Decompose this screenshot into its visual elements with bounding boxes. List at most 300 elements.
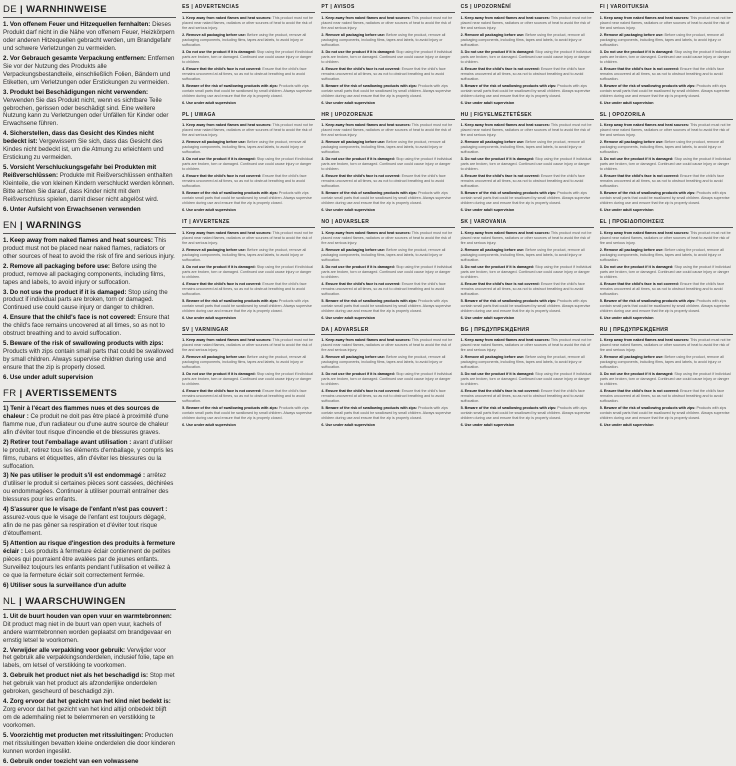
- warning-item-text: Products with zips contain small parts that could be swallowed by small children. Always supervise children during use and ensure that the zip is properly closed.: [182, 406, 312, 421]
- warning-item-text: This product must not be placed near naked flames, radiators or other sources of heat to avoid the risk of fire and serious injury.: [321, 230, 453, 245]
- warning-item: [182, 231, 315, 246]
- section-title: IT | AVVERTENZE: [182, 219, 315, 228]
- warning-item: [600, 208, 733, 213]
- section-title: EL | ΠΡΟΕΙΔΟΠΟΙΗΣΕΙΣ: [600, 219, 733, 228]
- warning-item: [600, 84, 733, 99]
- warning-item-text: Before using the product, remove all packaging components, including films, tapes and labels, to avoid injury or suffocation.: [321, 140, 446, 155]
- warning-item-text: Products with zips contain small parts that could be swallowed by small children. Always supervise children during use and ensure that the zip is properly closed.: [321, 191, 452, 206]
- warning-item-text: Les produits à fermeture éclair contiennent de petites pièces qui pourraient être avalées par de jeunes enfants. Surveillez toujours les enfants pendant l'utilisation et veillez à ce que la fermeture éclair soit correctement fermée.: [3, 547, 171, 579]
- warning-item: [600, 248, 733, 263]
- warning-item-text: Stop using the product if individual parts are broken, torn or damaged. Continued use could cause injury or danger to children.: [599, 49, 731, 64]
- warning-item-text: Products with zips contain small parts that could be swallowed by small children. Always supervise children during use and ensure that the zip is properly closed.: [321, 406, 452, 421]
- warning-item-heading: 1. Keep away from naked flames and heat sources:: [599, 230, 690, 235]
- warning-item: [461, 67, 594, 82]
- warning-item-heading: 3. Do not use the product if it is damaged:: [321, 264, 395, 269]
- warning-item: [182, 208, 315, 213]
- warning-item-heading: 6. Use under adult supervision: [460, 100, 515, 105]
- warning-item: [3, 540, 176, 580]
- warning-item: [182, 299, 315, 314]
- warning-item-heading: 2. Remove all packaging before use:: [460, 32, 525, 37]
- warning-item: [461, 355, 594, 370]
- warning-item: [461, 33, 594, 48]
- warning-item: [321, 191, 454, 206]
- warning-item-text: Before using the product, remove all packaging components, including films, tapes and labels, to avoid injury or suffocation.: [460, 140, 585, 155]
- warning-item-text: Ensure that the child's face remains uncovered at all times, so as not to obstruct breathing and to avoid suffocation.: [599, 174, 725, 189]
- warning-item: [461, 123, 594, 138]
- warning-item: [182, 33, 315, 48]
- warning-item-text: Stop using the product if individual parts are broken, torn or damaged. Continued use could cause injury or danger to children.: [182, 372, 313, 387]
- warning-item: [600, 265, 733, 280]
- section-title: FR | AVERTISSEMENTS: [3, 388, 176, 402]
- warning-item: [600, 33, 733, 48]
- warning-item-text: This product must not be placed near naked flames, radiators or other sources of heat to avoid the risk of fire and serious injury.: [3, 236, 175, 260]
- main-language-column: [3, 4, 176, 765]
- warning-item: [3, 582, 176, 590]
- section-title: FI | VAROITUKSIA: [600, 4, 733, 13]
- warning-item-text: Producten met ritssluitingen bevatten kleine onderdelen die door kinderen kunnen worden ingeslikt.: [3, 731, 175, 755]
- warning-item-heading: 6. Unter Aufsicht von Erwachsenen verwenden: [3, 205, 141, 213]
- warning-item: [600, 140, 733, 155]
- warning-item-heading: 4. Ensure that the child's face is not covered:: [460, 66, 540, 71]
- warning-item: [182, 248, 315, 263]
- warning-item-heading: 4. Ensure that the child's face is not covered:: [182, 66, 262, 71]
- warning-item: [3, 89, 176, 129]
- warning-item-heading: 4. Ensure that the child's face is not covered:: [182, 281, 262, 286]
- warning-item-text: Products with zips contain small parts that could be swallowed by small children. Always supervise children during use and ensure that the zip is properly closed.: [599, 83, 730, 98]
- warning-item: [3, 439, 176, 471]
- warning-item-heading: 2. Remove all packaging before use:: [182, 140, 246, 145]
- warning-item: [182, 406, 315, 421]
- warning-item-text: Stop using the product if individual parts are broken, torn or damaged. Continued use could cause injury or danger to children.: [3, 288, 168, 312]
- warning-item-heading: 1. Keep away from naked flames and heat sources:: [460, 230, 550, 235]
- warning-item-text: This product must not be placed near naked flames, radiators or other sources of heat to avoid the risk of fire and serious injury.: [182, 338, 314, 353]
- warning-item-heading: 2. Remove all packaging before use:: [599, 32, 664, 37]
- warning-item: [461, 299, 594, 314]
- warning-item: [600, 338, 733, 353]
- section-title: BG | ПРЕДУПРЕЖДЕНИЯ: [461, 327, 594, 336]
- warning-item-text: Entfernen Sie vor der Nutzung des Produkts alle Verpackungsbestandteile, einschließlich Folien, Bändern und Etiketten, um Verletzungen oder Erstickungen zu vermeiden.: [3, 54, 175, 86]
- warning-item: [461, 406, 594, 421]
- warning-item-heading: 5. Beware of the risk of swallowing products with zips:: [321, 406, 418, 411]
- warning-item: [3, 263, 176, 287]
- warning-item-heading: 2. Remove all packaging before use:: [460, 355, 525, 360]
- warning-item-heading: 3. Do not use the product if it is damaged:: [321, 49, 395, 54]
- warning-item-heading: 1. Keep away from naked flames and heat sources:: [460, 15, 550, 20]
- warning-item-text: Ensure that the child's face remains uncovered at all times, so as not to obstruct breathing and to avoid suffocation.: [460, 389, 585, 404]
- warning-item: [321, 406, 454, 421]
- warning-section: [3, 220, 176, 382]
- warning-item-text: Ensure that the child's face remains uncovered at all times, so as not to obstruct breathing and to avoid suffocation.: [182, 174, 307, 189]
- warning-item-heading: 1. Keep away from naked flames and heat sources:: [3, 236, 153, 244]
- warning-item-heading: 2. Remove all packaging before use:: [599, 355, 664, 360]
- warning-item: [600, 316, 733, 321]
- warning-item-text: This product must not be placed near naked flames, radiators or other sources of heat to avoid the risk of fire and serious injury.: [460, 123, 592, 138]
- warning-item: [182, 140, 315, 155]
- warning-item-heading: 6. Use under adult supervision: [460, 423, 515, 428]
- warning-item-heading: 6. Use under adult supervision: [321, 423, 376, 428]
- warning-item-heading: 2. Remove all packaging before use:: [321, 247, 386, 252]
- warning-item: [3, 21, 176, 53]
- warning-item: [461, 231, 594, 246]
- warning-item-heading: 1. Keep away from naked flames and heat sources:: [321, 338, 411, 343]
- warning-item-text: This product must not be placed near naked flames, radiators or other sources of heat to avoid the risk of fire and serious injury.: [321, 15, 453, 30]
- section-title: SL | OPOZORILA: [600, 112, 733, 121]
- warning-item-heading: 4. Ensure that the child's face is not covered:: [460, 174, 540, 179]
- warning-item-heading: 5. Beware of the risk of swallowing products with zips:: [599, 406, 696, 411]
- warning-item: [600, 282, 733, 297]
- warning-item-heading: 5. Beware of the risk of swallowing products with zips:: [460, 298, 557, 303]
- warning-item-heading: 6. Use under adult supervision: [321, 100, 376, 105]
- warning-item-heading: 3. Do not use the product if it is damaged:: [599, 372, 674, 377]
- warning-item: [461, 157, 594, 172]
- warning-item-heading: 1. Keep away from naked flames and heat sources:: [599, 338, 690, 343]
- warning-item-heading: 5. Beware of the risk of swallowing products with zips:: [599, 83, 696, 88]
- warning-item-heading: 6. Use under adult supervision: [599, 208, 654, 213]
- warning-item-heading: 2. Remove all packaging before use:: [182, 32, 246, 37]
- warning-item-text: This product must not be placed near naked flames, radiators or other sources of heat to avoid the risk of fire and serious injury.: [321, 123, 453, 138]
- warning-item-heading: 5. Beware of the risk of swallowing products with zips:: [599, 298, 696, 303]
- warning-item-heading: 1. Keep away from naked flames and heat sources:: [321, 123, 411, 128]
- warning-item-text: Dieses Produkt darf nicht in die Nähe von offenem Feuer, Heizkörpern oder anderen Hitzequellen gebracht werden, um Brandgefahr und schwere Verletzungen zu vermeiden.: [3, 21, 175, 52]
- warning-item-text: Ensure that the child's face remains uncovered at all times, so as not to obstruct breathing and to avoid suffocation.: [460, 174, 585, 189]
- warning-item-heading: 1. Keep away from naked flames and heat sources:: [460, 123, 550, 128]
- warning-item-text: This product must not be placed near naked flames, radiators or other sources of heat to avoid the risk of fire and serious injury.: [599, 123, 731, 138]
- warning-item: [461, 101, 594, 106]
- warning-section: [461, 112, 594, 214]
- warning-item: [600, 372, 733, 387]
- warning-item: [3, 647, 176, 671]
- section-heading: WARNHINWEISE: [26, 4, 107, 15]
- warning-item-heading: 1. Keep away from naked flames and heat sources:: [321, 15, 411, 20]
- warning-item-text: Stop using the product if individual parts are broken, torn or damaged. Continued use could cause injury or danger to children.: [321, 157, 453, 172]
- warning-item: [600, 157, 733, 172]
- warning-item: [321, 157, 454, 172]
- warning-item: [321, 123, 454, 138]
- warning-item: [182, 50, 315, 65]
- warning-item-heading: 2. Remove all packaging before use:: [599, 247, 664, 252]
- warning-item-text: Dit product mag niet in de buurt van open vuur, kachels of andere warmtebronnen worden geplaatst om brandgevaar en ernstig letsel te voorkomen.: [3, 620, 172, 644]
- warning-item-text: This product must not be placed near naked flames, radiators or other sources of heat to avoid the risk of fire and serious injury.: [599, 15, 731, 30]
- warning-item-heading: 2. Remove all packaging before use:: [460, 140, 525, 145]
- warning-item-heading: 5. Beware of the risk of swallowing products with zips:: [182, 406, 278, 411]
- warning-item: [600, 231, 733, 246]
- warning-item-heading: 3. Produkt bei Beschädigungen nicht verwenden:: [3, 88, 149, 96]
- warning-item: [321, 84, 454, 99]
- warning-item: [3, 55, 176, 87]
- warning-item: [461, 50, 594, 65]
- warning-item-text: Verwijder voor het gebruik alle verpakkingsonderdelen, inclusief folie, tape en labels, om letsel of verstikking te voorkomen.: [3, 646, 174, 670]
- warning-item: [182, 355, 315, 370]
- warning-item-text: Ensure that the child's face remains uncovered at all times, so as not to obstruct breathing and to avoid suffocation.: [460, 66, 585, 81]
- warning-section: [321, 4, 454, 106]
- section-heading: WAARSCHUWINGEN: [25, 595, 126, 607]
- warning-item: [3, 506, 176, 538]
- warning-item-text: Ensure that the child's face remains uncovered at all times, so as not to obstruct breathing and to avoid suffocation.: [321, 66, 446, 81]
- warning-item-heading: 6) Utiliser sous la surveillance d'un adulte: [3, 581, 127, 589]
- warning-item-heading: 6. Use under adult supervision: [460, 208, 515, 213]
- warning-section: [182, 327, 315, 429]
- warning-item-text: Ensure that the child's face remains uncovered at all times, so as not to obstruct breathing and to avoid suffocation.: [321, 174, 446, 189]
- warning-item-text: Before using the product, remove all packaging components, including films, tapes and labels, to avoid injury or suffocation.: [321, 247, 446, 262]
- warning-item-heading: 4. Ensure that the child's face is not covered:: [321, 174, 401, 179]
- warning-item-heading: 2. Remove all packaging before use:: [321, 355, 386, 360]
- warning-item-heading: 4. Ensure that the child's face is not covered:: [321, 389, 401, 394]
- warning-item-heading: 1. Keep away from naked flames and heat sources:: [182, 338, 272, 343]
- warning-item: [321, 101, 454, 106]
- warning-section: [321, 112, 454, 214]
- warning-item-heading: 6. Use under adult supervision: [182, 423, 236, 428]
- warning-item-text: Before using the product, remove all packaging components, including films, tapes and labels, to avoid injury or suffocation.: [182, 140, 307, 155]
- warning-item: [600, 101, 733, 106]
- warning-item: [461, 16, 594, 31]
- warning-item: [182, 157, 315, 172]
- warning-section: [3, 388, 176, 590]
- warning-item: [321, 265, 454, 280]
- warning-item-text: Products with zips contain small parts that could be swallowed by small children. Always supervise children during use and ensure that the zip is properly closed.: [3, 348, 174, 371]
- warning-item: [321, 423, 454, 428]
- warning-item-text: Before using the product, remove all packaging components, including films, tapes and labels, to avoid injury or suffocation.: [599, 247, 724, 262]
- warning-item-heading: 3) Ne pas utiliser le produit s'il est endommagé :: [3, 472, 146, 480]
- language-column-3: [461, 4, 594, 732]
- warning-item-text: Stop met het gebruik van het product als afzonderlijke onderdelen gebroken, gescheurd of beschadigd zijn.: [3, 672, 175, 696]
- warning-item-heading: 5. Beware of the risk of swallowing products with zips:: [182, 83, 278, 88]
- warning-item-text: This product must not be placed near naked flames, radiators or other sources of heat to avoid the risk of fire and serious injury.: [599, 338, 731, 353]
- warning-item-heading: 1. Keep away from naked flames and heat sources:: [321, 230, 411, 235]
- warning-item: [321, 174, 454, 189]
- warning-item-heading: 6. Use under adult supervision: [182, 315, 236, 320]
- warning-section: [3, 596, 176, 766]
- warning-item: [461, 338, 594, 353]
- warning-item: [600, 406, 733, 421]
- warning-item-heading: 5. Beware of the risk of swallowing products with zips:: [460, 83, 557, 88]
- warning-item-text: Stop using the product if individual parts are broken, torn or damaged. Continued use could cause injury or danger to children.: [460, 49, 592, 64]
- warning-item-heading: 4. Ensure that the child's face is not covered:: [3, 314, 136, 322]
- warning-item-heading: 3. Do not use the product if it is damaged:: [321, 157, 395, 162]
- warning-item-heading: 6. Use under adult supervision: [182, 100, 236, 105]
- warning-item-text: Stop using the product if individual parts are broken, torn or damaged. Continued use could cause injury or danger to children.: [599, 157, 731, 172]
- warning-item: [321, 355, 454, 370]
- warning-item-text: Before using the product, remove all packaging components, including films, tapes and labels, to avoid injury or suffocation.: [182, 32, 307, 47]
- warning-item-heading: 2. Remove all packaging before use:: [321, 32, 386, 37]
- warning-item-text: Products with zips contain small parts that could be swallowed by small children. Always supervise children during use and ensure that the zip is properly closed.: [599, 406, 730, 421]
- section-title: RU | ПРЕДУПРЕЖДЕНИЯ: [600, 327, 733, 336]
- warning-item-heading: 5) Attention au risque d'ingestion des produits à fermeture éclair :: [3, 539, 176, 555]
- warning-item-heading: 2. Remove all packaging before use:: [3, 262, 110, 270]
- warning-item: [182, 16, 315, 31]
- warning-section: [600, 219, 733, 321]
- warning-item-heading: 4. Ensure that the child's face is not covered:: [599, 281, 679, 286]
- warning-item: [600, 123, 733, 138]
- warning-item-heading: 4. Ensure that the child's face is not covered:: [182, 389, 262, 394]
- warning-item-text: Products with zips contain small parts that could be swallowed by small children. Always supervise children during use and ensure that the zip is properly closed.: [460, 298, 591, 313]
- warning-item: [182, 84, 315, 99]
- section-title: HU | FIGYELMEZTETÉSEK: [461, 112, 594, 121]
- warning-item-text: This product must not be placed near naked flames, radiators or other sources of heat to avoid the risk of fire and serious injury.: [182, 15, 314, 30]
- warning-item-heading: 2. Remove all packaging before use:: [599, 140, 664, 145]
- warning-item: [600, 423, 733, 428]
- warning-item-heading: 2. Vor Gebrauch gesamte Verpackung entfernen:: [3, 54, 146, 62]
- warning-item-heading: 4. Ensure that the child's face is not covered:: [599, 389, 679, 394]
- warning-item-text: Products with zips contain small parts that could be swallowed by small children. Always supervise children during use and ensure that the zip is properly closed.: [321, 298, 452, 313]
- warning-item: [600, 389, 733, 404]
- warning-item-heading: 3. Do not use the product if it is damaged:: [182, 49, 256, 54]
- warning-item: [3, 340, 176, 372]
- warning-item-heading: 2. Verwijder alle verpakking voor gebruik:: [3, 646, 126, 654]
- warning-item: [3, 405, 176, 437]
- warning-item: [3, 130, 176, 162]
- warning-item-text: Stop using the product if individual parts are broken, torn or damaged. Continued use could cause injury or danger to children.: [182, 157, 313, 172]
- warning-item-text: This product must not be placed near naked flames, radiators or other sources of heat to avoid the risk of fire and serious injury.: [460, 338, 592, 353]
- warning-item-text: This product must not be placed near naked flames, radiators or other sources of heat to avoid the risk of fire and serious injury.: [460, 15, 592, 30]
- warning-item-text: Before using the product, remove all packaging components, including films, tapes and labels, to avoid injury or suffocation.: [599, 140, 724, 155]
- warning-item: [321, 140, 454, 155]
- warning-item-heading: 6. Use under adult supervision: [3, 373, 94, 381]
- language-code: DE: [3, 4, 17, 15]
- warning-item: [321, 389, 454, 404]
- warning-item-text: Stop using the product if individual parts are broken, torn or damaged. Continued use could cause injury or danger to children.: [321, 264, 453, 279]
- warning-item-heading: 5. Beware of the risk of swallowing products with zips:: [460, 191, 557, 196]
- warning-item-text: Products with zips contain small parts that could be swallowed by small children. Always supervise children during use and ensure that the zip is properly closed.: [182, 191, 312, 206]
- warning-item: [182, 101, 315, 106]
- warning-item: [600, 50, 733, 65]
- warning-item-heading: 5. Beware of the risk of swallowing products with zips:: [321, 83, 418, 88]
- warning-item: [182, 389, 315, 404]
- warning-item-text: Stop using the product if individual parts are broken, torn or damaged. Continued use could cause injury or danger to children.: [599, 372, 731, 387]
- section-title: PT | AVISOS: [321, 4, 454, 13]
- warning-item-text: This product must not be placed near naked flames, radiators or other sources of heat to avoid the risk of fire and serious injury.: [460, 230, 592, 245]
- warning-section: [182, 112, 315, 214]
- warning-item: [321, 299, 454, 314]
- warning-item: [321, 282, 454, 297]
- warning-item-text: Stop using the product if individual parts are broken, torn or damaged. Continued use could cause injury or danger to children.: [460, 264, 592, 279]
- warning-section: [461, 219, 594, 321]
- warning-item-heading: 3. Do not use the product if it is damaged:: [460, 49, 535, 54]
- warning-item-heading: 6. Use under adult supervision: [182, 208, 236, 213]
- warning-item-text: Ensure that the child's face remains uncovered at all times, so as not to obstruct breathing and to avoid suffocation.: [599, 66, 725, 81]
- warning-item: [600, 355, 733, 370]
- warning-item-text: Ensure that the child's face remains uncovered at all times, so as not to obstruct breathing and to avoid suffocation.: [460, 281, 585, 296]
- warning-item: [3, 672, 176, 696]
- warning-item-heading: 4. Ensure that the child's face is not covered:: [599, 66, 679, 71]
- warning-item: [182, 316, 315, 321]
- warning-item-heading: 6. Gebruik onder toezicht van een volwassene: [3, 757, 139, 765]
- warning-item-text: Products with zips contain small parts that could be swallowed by small children. Always supervise children during use and ensure that the zip is properly closed.: [599, 191, 730, 206]
- warning-section: [321, 327, 454, 429]
- warning-item-heading: 3. Gebruik het product niet als het beschadigd is:: [3, 672, 149, 680]
- warning-item: [3, 613, 176, 645]
- warning-item: [3, 237, 176, 261]
- warning-item: [3, 758, 176, 766]
- warning-item: [182, 67, 315, 82]
- warning-item-heading: 1) Tenir à l'écart des flammes nues et des sources de chaleur :: [3, 404, 160, 420]
- warning-item-text: Produkte mit Reißverschlüssen enthalten Kleinteile, die von kleinen Kindern verschluckt werden können. Bitte achten Sie darauf, dass Kinder nicht mit dem Reißverschluss spielen, damit dieser nicht abgelöst wird.: [3, 172, 175, 203]
- warning-item: [600, 16, 733, 31]
- warning-item-text: Stop using the product if individual parts are broken, torn or damaged. Continued use could cause injury or danger to children.: [182, 264, 313, 279]
- warning-item: [321, 67, 454, 82]
- warning-item: [321, 338, 454, 353]
- warning-item-text: Products with zips contain small parts that could be swallowed by small children. Always supervise children during use and ensure that the zip is properly closed.: [182, 298, 312, 313]
- warning-item-text: Products with zips contain small parts that could be swallowed by small children. Always supervise children during use and ensure that the zip is properly closed.: [460, 83, 591, 98]
- warning-item-heading: 4. Ensure that the child's face is not covered:: [599, 174, 679, 179]
- warning-item-text: Ensure that the child's face remains uncovered at all times, so as not to obstruct breathing and to avoid suffocation.: [599, 281, 725, 296]
- warning-item: [461, 423, 594, 428]
- warning-item-text: arrêtez d'utiliser le produit si certaines pièces sont cassées, déchirées ou endommagées. Continuer à utiliser pourrait entraîner des blessures pour les enfants.: [3, 472, 174, 504]
- warning-item-text: This product must not be placed near naked flames, radiators or other sources of heat to avoid the risk of fire and serious injury.: [182, 230, 314, 245]
- section-title: NO | ADVARSLER: [321, 219, 454, 228]
- warning-item: [461, 389, 594, 404]
- section-title: NL | WAARSCHUWINGEN: [3, 596, 176, 610]
- warning-item-heading: 1. Keep away from naked flames and heat sources:: [599, 15, 690, 20]
- warning-item-heading: 4. Ensure that the child's face is not covered:: [321, 66, 401, 71]
- warning-section: [600, 327, 733, 429]
- warning-item: [321, 372, 454, 387]
- warning-item-heading: 1. Keep away from naked flames and heat sources:: [182, 230, 272, 235]
- warning-item-heading: 3. Do not use the product if it is damaged:: [460, 264, 535, 269]
- warning-item: [182, 191, 315, 206]
- language-code: EN: [3, 219, 17, 231]
- warning-item: [3, 472, 176, 504]
- warning-item-text: Before using the product, remove all packaging components, including films, tapes and labels, to avoid injury or suffocation.: [460, 355, 585, 370]
- warning-section: [600, 112, 733, 214]
- warning-item: [600, 299, 733, 314]
- warning-item-heading: 6. Use under adult supervision: [460, 315, 515, 320]
- warning-section: [3, 4, 176, 214]
- warning-item-text: Before using the product, remove all packaging components, including films, tapes and labels, to avoid injury or suffocation.: [599, 32, 724, 47]
- warning-item-text: Before using the product, remove all packaging components, including films, tapes and labels, to avoid injury or suffocation.: [321, 355, 446, 370]
- warning-item-heading: 3. Do not use the product if it is damaged:: [460, 372, 535, 377]
- warning-item-heading: 5. Beware of the risk of swallowing products with zips:: [321, 191, 418, 196]
- warning-item-heading: 1. Von offenem Feuer und Hitzequellen fernhalten:: [3, 21, 151, 29]
- warning-item: [461, 84, 594, 99]
- warning-item-text: Stop using the product if individual parts are broken, torn or damaged. Continued use could cause injury or danger to children.: [321, 372, 453, 387]
- warning-item-heading: 3. Do not use the product if it is damaged:: [182, 264, 256, 269]
- warning-item-heading: 5. Beware of the risk of swallowing products with zips:: [599, 191, 696, 196]
- warning-item-heading: 6. Use under adult supervision: [599, 100, 654, 105]
- warning-item-text: Stop using the product if individual parts are broken, torn or damaged. Continued use could cause injury or danger to children.: [460, 372, 592, 387]
- warning-item-heading: 5. Voorzichtig met producten met ritssluitingen:: [3, 731, 144, 739]
- warning-section: [182, 4, 315, 106]
- warning-item: [600, 67, 733, 82]
- warning-item-heading: 5. Beware of the risk of swallowing products with zips:: [182, 191, 278, 196]
- warning-item-text: Before using the product, remove all packaging components, including films, tapes and labels, to avoid injury or suffocation.: [182, 247, 307, 262]
- section-title: SK | VAROVANIA: [461, 219, 594, 228]
- warning-item-heading: 1. Keep away from naked flames and heat sources:: [599, 123, 690, 128]
- language-code: FR: [3, 387, 17, 399]
- warning-section: [182, 219, 315, 321]
- warning-item-heading: 4. Ensure that the child's face is not covered:: [460, 281, 540, 286]
- warning-item: [321, 248, 454, 263]
- warning-item-heading: 4. Ensure that the child's face is not covered:: [321, 281, 401, 286]
- warning-item: [461, 208, 594, 213]
- warning-item: [461, 140, 594, 155]
- warning-item-text: Ce produit ne doit pas être placé à proximité d'une flamme nue, d'un radiateur ou d'une autre source de chaleur afin d'éviter tout risque d'incendie et de blessures graves.: [3, 412, 169, 436]
- warning-item-heading: 4. Ensure that the child's face is not covered:: [460, 389, 540, 394]
- warning-item-text: Ensure that the child's face remains uncovered at all times, so as not to obstruct breathing and to avoid suffocation.: [182, 281, 307, 296]
- warning-item-text: Before using the product, remove all packaging components, including films, tapes and labels, to avoid injury or suffocation.: [599, 355, 724, 370]
- warning-item-heading: 3. Do not use the product if it is damaged:: [599, 264, 674, 269]
- warning-item: [182, 265, 315, 280]
- warning-item: [461, 265, 594, 280]
- warning-item-text: This product must not be placed near naked flames, radiators or other sources of heat to avoid the risk of fire and serious injury.: [182, 123, 314, 138]
- section-title: EN | WARNINGS: [3, 220, 176, 234]
- section-title: HR | UPOZORENJE: [321, 112, 454, 121]
- warning-item-text: This product must not be placed near naked flames, radiators or other sources of heat to avoid the risk of fire and serious injury.: [599, 230, 731, 245]
- warning-item-heading: 6. Use under adult supervision: [599, 423, 654, 428]
- warning-item-text: Ensure that the child's face remains uncovered at all times, so as not to obstruct breathing and to avoid suffocation.: [321, 389, 446, 404]
- warning-item-heading: 4) S'assurer que le visage de l'enfant n'est pas couvert :: [3, 506, 168, 514]
- warning-item-text: Vergewissern Sie sich, dass das Gesicht des Kindes nicht bedeckt ist, um die Atmung zu erleichtern und Erstickung zu vermeiden.: [3, 138, 164, 162]
- warning-item-heading: 5. Beware of the risk of swallowing products with zips:: [460, 406, 557, 411]
